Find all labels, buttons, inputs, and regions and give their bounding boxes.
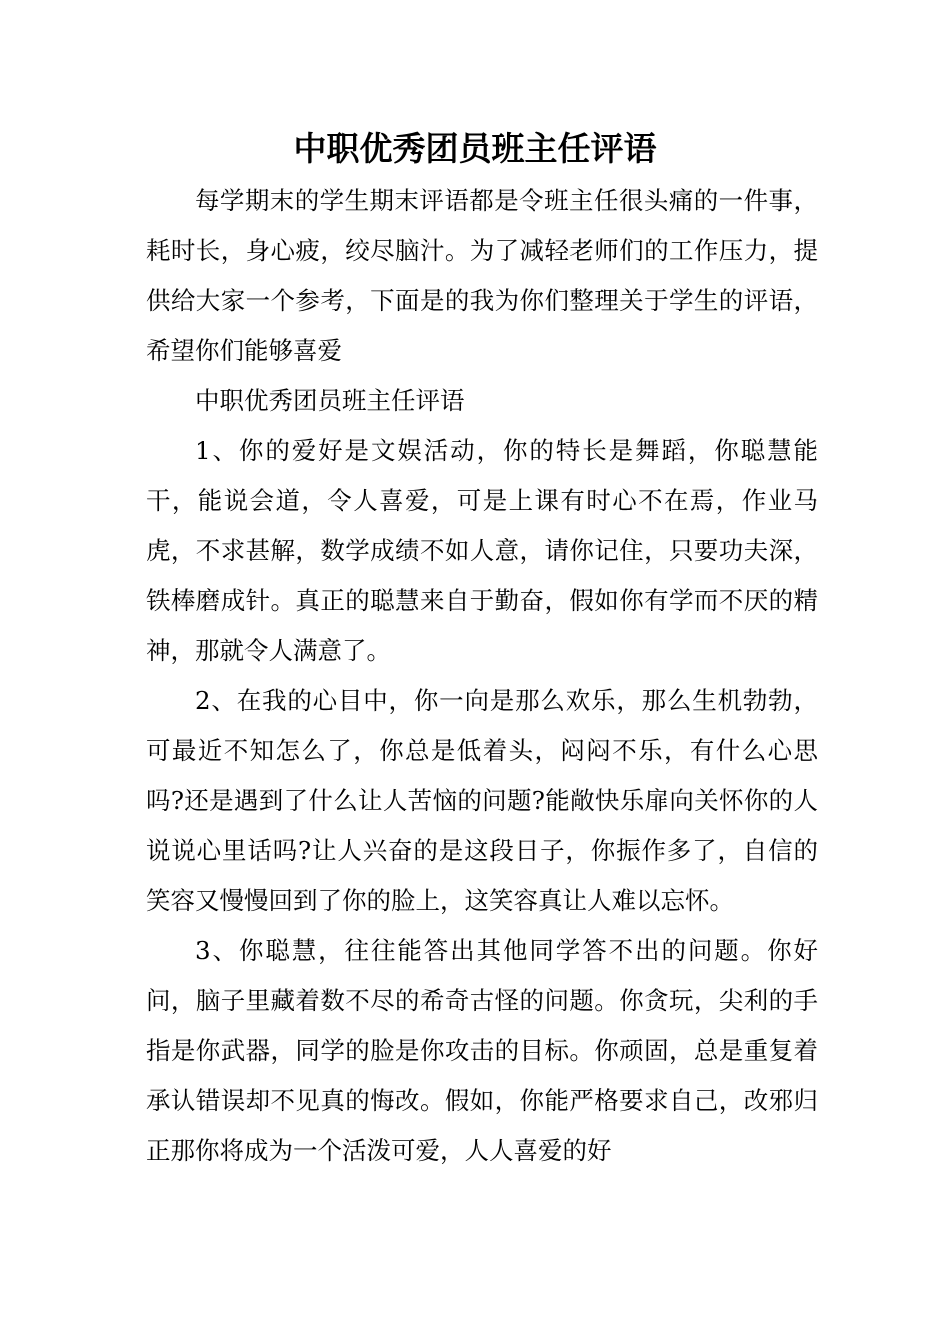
document-body [146, 176, 818, 1176]
section-heading: 中职优秀团员班主任评语 [195, 386, 465, 415]
comment-paragraph-2: 2、在我的心目中，你一向是那么欢乐，那么生机勃勃，可最近不知怎么了，你总是低着头，闷闷不乐，有什么心思吗?还是遇到了什么让人苦恼的问题?能敞快乐扉向关怀你的人说说心里话吗?让人兴奋的是这段日子，你振作多了，自信的笑容又慢慢回到了你的脸上，这笑容真让人难以忘怀。 [146, 686, 818, 915]
intro-paragraph: 每学期末的学生期末评语都是令班主任很头痛的一件事，耗时长，身心疲，绞尽脑汁。为了减轻老师们的工作压力，提供给大家一个参考，下面是的我为你们整理关于学生的评语，希望你们能够喜爱 [146, 186, 818, 365]
comment-paragraph-3: 3、你聪慧，往往能答出其他同学答不出的问题。你好问，脑子里藏着数不尽的希奇古怪的问题。你贪玩，尖利的手指是你武器，同学的脸是你攻击的目标。你顽固，总是重复着承认错误却不见真的悔改。假如，你能严格要求自己，改邪归正那你将成为一个活泼可爱，人人喜爱的好 [146, 936, 818, 1165]
document-title: 中职优秀团员班主任评语 [293, 129, 657, 168]
comment-paragraph-1: 1、你的爱好是文娱活动，你的特长是舞蹈，你聪慧能干，能说会道，令人喜爱，可是上课有时心不在焉，作业马虎，不求甚解，数学成绩不如人意，请你记住，只要功夫深，铁棒磨成针。真正的聪慧来自于勤奋，假如你有学而不厌的精神，那就令人满意了。 [146, 436, 818, 665]
